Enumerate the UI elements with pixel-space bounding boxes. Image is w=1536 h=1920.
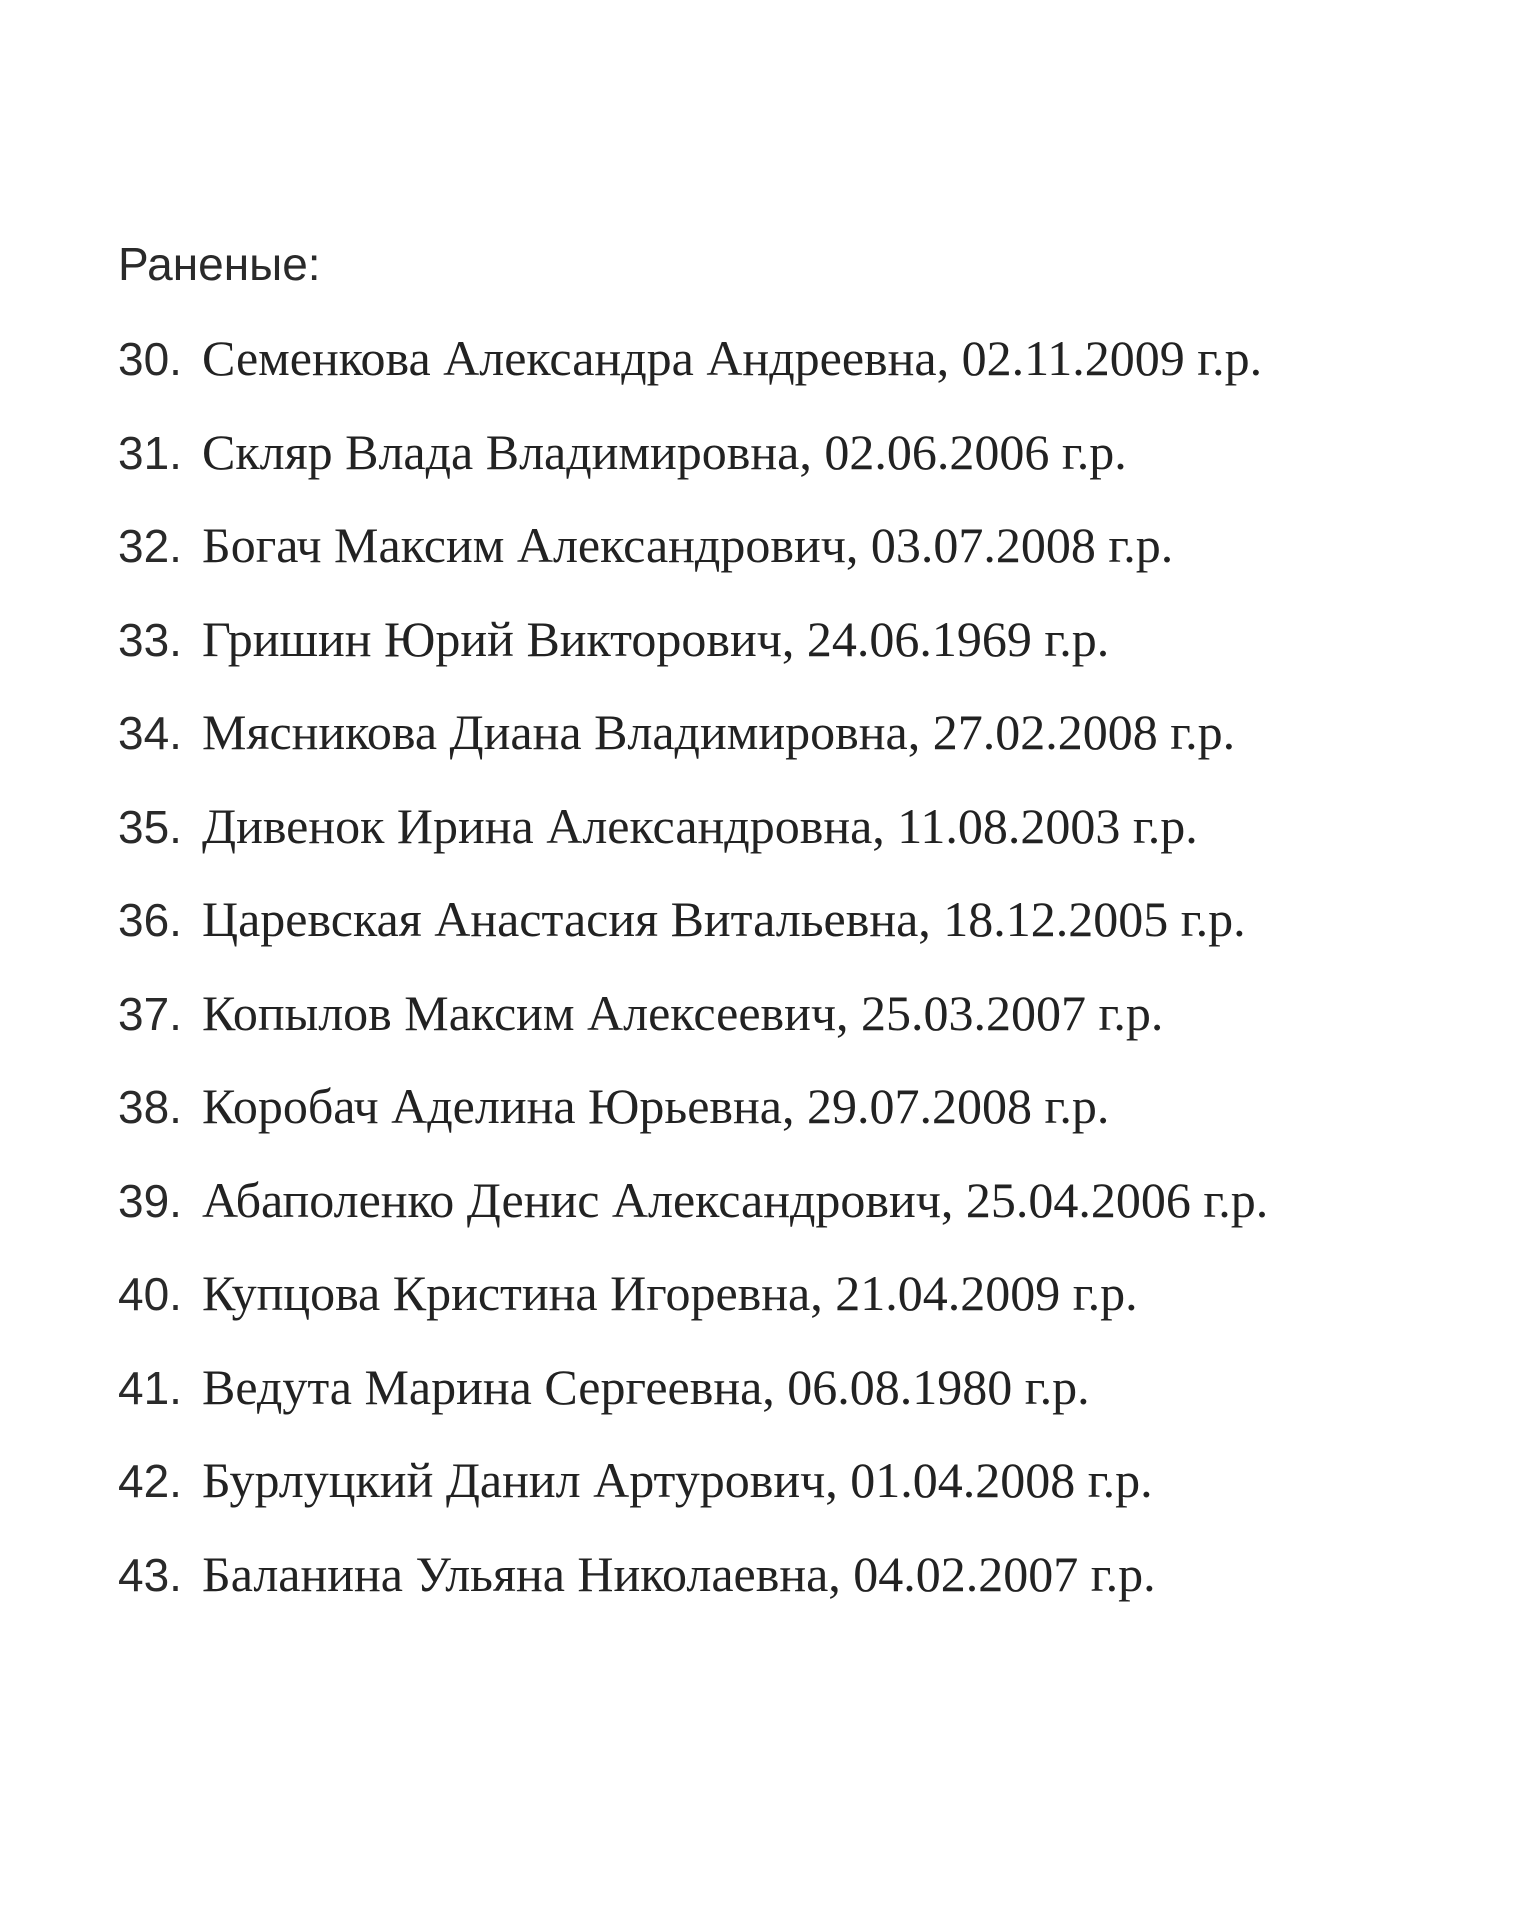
item-number: 30. [118, 333, 182, 385]
item-number: 31. [118, 426, 182, 479]
item-text: Баланина Ульяна Николаевна, 04.02.2007 г.р. [202, 1545, 1156, 1602]
item-text: Дивенок Ирина Александровна, 11.08.2003 г.р. [202, 797, 1198, 854]
item-number: 35. [118, 800, 182, 853]
list-item [118, 1164, 1438, 1258]
item-number: 38. [118, 1081, 182, 1133]
item-number: 39. [118, 1174, 182, 1227]
item-number: 40. [118, 1268, 182, 1320]
list-item [118, 977, 1438, 1071]
item-number: 32. [118, 520, 182, 572]
item-text: Богач Максим Александрович, 03.07.2008 г.р. [202, 517, 1174, 573]
item-text: Мясникова Диана Владимировна, 27.02.2008 г.р. [202, 704, 1236, 760]
item-text: Гришин Юрий Викторович, 24.06.1969 г.р. [202, 610, 1110, 667]
list-item [118, 1444, 1438, 1538]
item-text: Царевская Анастасия Витальевна, 18.12.2005 г.р. [202, 891, 1246, 947]
item-text: Коробач Аделина Юрьевна, 29.07.2008 г.р. [202, 1078, 1110, 1134]
list-item [118, 603, 1438, 697]
item-number: 43. [118, 1548, 182, 1601]
item-text: Абаполенко Денис Александрович, 25.04.2006 г.р. [202, 1171, 1269, 1228]
list-item [118, 1538, 1438, 1632]
document-body [118, 228, 1438, 1631]
item-text: Копылов Максим Алексеевич, 25.03.2007 г.р. [202, 984, 1164, 1041]
item-number: 34. [118, 707, 182, 759]
item-number: 42. [118, 1455, 182, 1507]
item-text: Бурлуцкий Данил Артурович, 01.04.2008 г.р. [202, 1452, 1153, 1508]
item-text: Купцова Кристина Игоревна, 21.04.2009 г.р. [202, 1265, 1138, 1321]
list-item [118, 883, 1438, 977]
list-item [118, 1257, 1438, 1351]
item-text: Семенкова Александра Андреевна, 02.11.2009 г.р. [202, 330, 1263, 386]
list-item [118, 790, 1438, 884]
item-number: 41. [118, 1361, 182, 1414]
item-text: Скляр Влада Владимировна, 02.06.2006 г.р. [202, 423, 1127, 480]
item-number: 36. [118, 894, 182, 946]
item-number: 33. [118, 613, 182, 666]
section-heading: Раненые: [118, 238, 321, 290]
list-item [118, 416, 1438, 510]
list-item [118, 322, 1438, 416]
item-text: Ведута Марина Сергеевна, 06.08.1980 г.р. [202, 1358, 1090, 1415]
item-number: 37. [118, 987, 182, 1040]
list-item [118, 509, 1438, 603]
list-item [118, 1351, 1438, 1445]
list-item [118, 696, 1438, 790]
list-item [118, 1070, 1438, 1164]
injured-list [118, 322, 1438, 1631]
